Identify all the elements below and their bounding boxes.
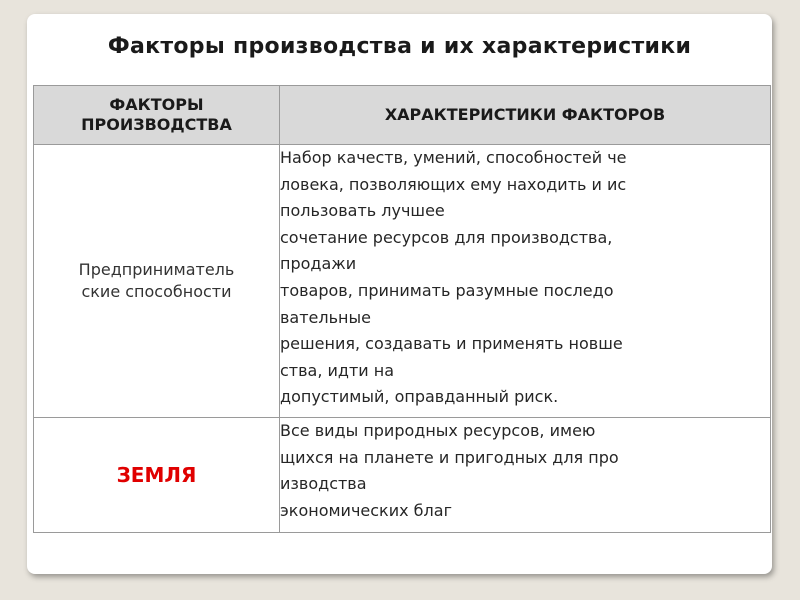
description-line: щихся на планете и пригодных для про [280, 447, 619, 467]
factor-line: Предприниматель [78, 260, 235, 279]
header-characteristics: ХАРАКТЕРИСТИКИ ФАКТОРОВ [280, 86, 771, 145]
description-line: сочетание ресурсов для производства, [280, 227, 613, 247]
factor-land-label: ЗЕМЛЯ [116, 463, 197, 487]
header-factors-line: ПРОИЗВОДСТВА [81, 115, 232, 134]
table-row [34, 418, 771, 533]
description-cell [280, 145, 771, 418]
factor-cell [34, 145, 280, 418]
description-cell [280, 418, 771, 533]
table-row [34, 145, 771, 418]
description-line: решения, создавать и применять новше [280, 334, 623, 354]
description-line: изводства [280, 474, 367, 494]
description-line: экономических благ [280, 500, 452, 520]
header-factors [34, 86, 280, 145]
description-line: вательные [280, 307, 371, 327]
description-line: Набор качеств, умений, способностей че [280, 148, 627, 167]
factor-cell [34, 418, 280, 533]
description-line: Все виды природных ресурсов, имею [280, 421, 596, 440]
factors-table [33, 85, 771, 533]
description-line: продажи [280, 254, 357, 274]
factor-line: ские способности [81, 282, 232, 301]
table-header-row [34, 86, 771, 145]
description-line: товаров, принимать разумные последо [280, 280, 614, 300]
slide [27, 14, 772, 574]
description-line: допустимый, оправданный риск. [280, 387, 559, 407]
slide-title: Факторы производства и их характеристики [107, 34, 692, 59]
description-line: пользовать лучшее [280, 201, 445, 221]
description-line: ловека, позволяющих ему находить и ис [280, 174, 627, 194]
description-line: ства, идти на [280, 360, 395, 380]
header-factors-line: ФАКТОРЫ [109, 95, 204, 114]
